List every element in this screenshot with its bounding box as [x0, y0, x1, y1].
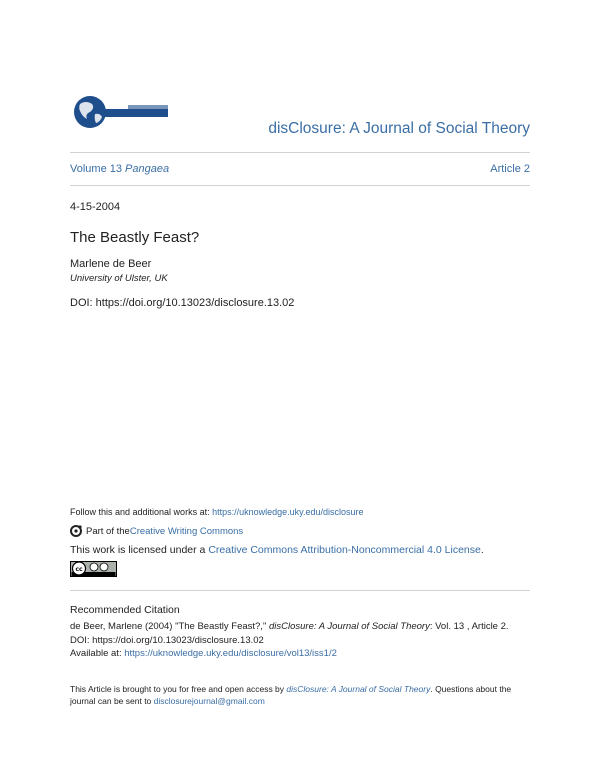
uknowledge-logo[interactable] — [70, 92, 170, 132]
citation-link[interactable]: https://uknowledge.uky.edu/disclosure/vol13/iss1/2 — [124, 648, 337, 659]
license-line — [70, 544, 484, 556]
author-name: Marlene de Beer — [70, 258, 152, 270]
commons-link[interactable]: Creative Writing Commons — [129, 525, 244, 537]
creative-commons-badge-icon[interactable] — [70, 561, 117, 577]
citation-volume: : Vol. 13 , Article 2. — [429, 621, 509, 632]
part-of-text: Part of the — [86, 525, 130, 537]
follow-text: Follow this and additional works at: — [70, 507, 213, 517]
follow-line — [70, 507, 364, 517]
journal-title[interactable]: disClosure: A Journal of Social Theory — [268, 120, 530, 137]
follow-link[interactable]: https://uknowledge.uky.edu/disclosure — [212, 507, 364, 517]
volume-name[interactable]: Pangaea — [125, 163, 170, 175]
footer-note — [70, 683, 530, 707]
citation-line-3 — [70, 647, 509, 661]
citation-journal: disClosure: A Journal of Social Theory — [268, 621, 430, 632]
footer-email-link[interactable]: disclosurejournal@gmail.com — [153, 696, 265, 706]
publication-date: 4-15-2004 — [70, 201, 121, 213]
citation-author-title: de Beer, Marlene (2004) "The Beastly Feast?," — [70, 621, 269, 632]
part-of-line — [70, 525, 243, 537]
article-link[interactable]: Article 2 — [490, 163, 530, 175]
citation-doi: DOI: https://doi.org/10.13023/disclosure.13.02 — [70, 634, 264, 646]
recommended-citation-heading: Recommended Citation — [70, 604, 180, 616]
svg-text:cc: cc — [75, 566, 83, 573]
footer-text-a: This Article is brought to you for free and open access by — [70, 684, 287, 694]
recommended-citation — [70, 620, 509, 661]
article-title: The Beastly Feast? — [70, 229, 200, 246]
footer-text-b: . Questions about the journal can be sent to — [70, 684, 512, 706]
author-affiliation: University of Ulster, UK — [70, 273, 168, 284]
license-text: This work is licensed under a — [70, 544, 209, 556]
divider — [70, 590, 530, 591]
volume-link[interactable] — [70, 163, 169, 175]
divider — [70, 152, 530, 153]
footer-journal-link[interactable]: disClosure: A Journal of Social Theory — [286, 684, 431, 694]
license-link[interactable]: Creative Commons Attribution-Noncommercial 4.0 License — [208, 544, 481, 556]
citation-line-1 — [70, 620, 509, 634]
available-at-text: Available at: — [70, 648, 125, 659]
network-icon — [70, 525, 82, 537]
volume-number[interactable]: Volume 13 — [70, 163, 122, 175]
license-end: . — [480, 544, 484, 556]
divider — [70, 185, 530, 186]
doi: DOI: https://doi.org/10.13023/disclosure.13.02 — [70, 297, 295, 309]
